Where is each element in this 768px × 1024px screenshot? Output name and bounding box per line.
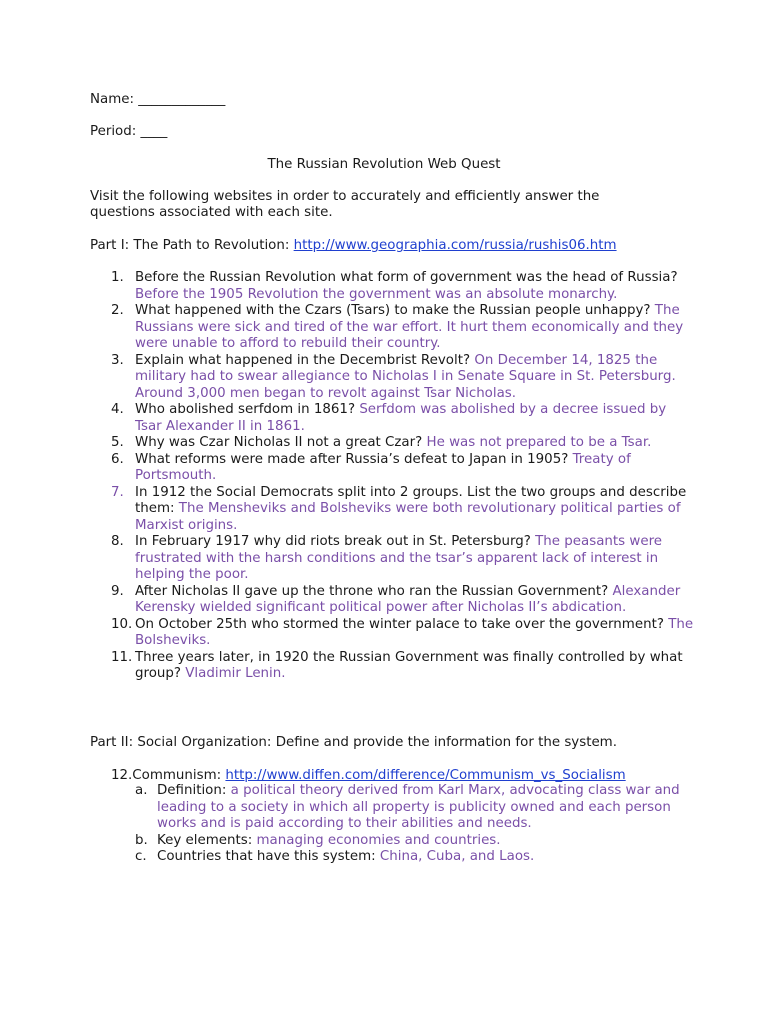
question-number: 11. [111, 649, 133, 665]
question-item [0, 270, 695, 303]
question-text: Before the Russian Revolution what form of government was the head of Russia? [135, 270, 678, 285]
q12-label: Communism: [132, 768, 226, 783]
question-item [0, 402, 695, 435]
part2-heading: Part II: Social Organization: Define and provide the information for the system. [90, 735, 617, 750]
page-title: The Russian Revolution Web Quest [267, 157, 501, 172]
question-text: On October 25th who stormed the winter palace to take over the government? [135, 616, 669, 632]
answer-text: Treaty of Portsmouth. [135, 451, 631, 483]
period-field-label: Period: ____ [90, 124, 168, 139]
question-text: Why was Czar Nicholas II not a great Czar? [135, 435, 427, 450]
question-item [0, 650, 695, 683]
answer-text: Vladimir Lenin. [185, 666, 286, 681]
question-number: 4. [111, 402, 124, 417]
question-item [0, 534, 695, 584]
answer-text: The peasants were frustrated with the harsh conditions and the tsar’s apparent lack of interest in helping the poor. [135, 534, 663, 582]
question-item [0, 452, 695, 485]
part1-link[interactable]: http://www.geographia.com/russia/rushis06.htm [293, 238, 617, 253]
question-text: After Nicholas II gave up the throne who ran the Russian Government? [135, 583, 613, 599]
question-text: Three years later, in 1920 the Russian Government was finally controlled by what group? [135, 649, 683, 681]
sub-answer: China, Cuba, and Laos. [379, 849, 535, 864]
sub-letter: a. [135, 783, 148, 798]
part1-label: Part I: The Path to Revolution: [90, 238, 294, 253]
answer-text: The Bolsheviks. [135, 616, 694, 648]
question-text: What reforms were made after Russia’s defeat to Japan in 1905? [135, 451, 573, 467]
question-number: 6. [111, 451, 124, 467]
question-item [0, 617, 695, 650]
sub-question: Definition: [157, 783, 231, 798]
question-text: Explain what happened in the Decembrist Revolt? [135, 352, 475, 368]
sub-letter: c. [135, 849, 147, 864]
sub-answer: a political theory derived from Karl Marx, advocating class war and leading to a society in which all property is publicity owned and each person works and is paid according to their abilities and needs. [157, 783, 680, 831]
question-number: 3. [111, 352, 124, 368]
question-text: In February 1917 why did riots break out in St. Petersburg? [135, 534, 536, 549]
question-text: What happened with the Czars (Tsars) to make the Russian people unhappy? [135, 303, 655, 318]
question-item [0, 435, 695, 452]
question-list [0, 270, 695, 683]
sub-item [0, 783, 697, 833]
question-number: 7. [111, 484, 124, 500]
question-item [0, 303, 695, 353]
sub-question: Key elements: [157, 832, 257, 848]
answer-text: Alexander Kerensky wielded significant political power after Nicholas II’s abdication. [135, 583, 681, 615]
sub-letter: b. [135, 832, 148, 848]
answer-text: The Russians were sick and tired of the war effort. It hurt them economically and they were unable to afford to rebuild their country. [135, 303, 684, 351]
answer-text: The Mensheviks and Bolsheviks were both revolutionary political parties of Marxist origins. [135, 501, 681, 533]
sub-item [0, 849, 697, 866]
intro-line-1: Visit the following websites in order to accurately and efficiently answer the [90, 189, 600, 204]
sub-question: Countries that have this system: [157, 849, 380, 864]
question-number: 9. [111, 583, 124, 599]
question-text: Who abolished serfdom in 1861? [135, 402, 360, 417]
question-number: 8. [111, 534, 124, 549]
sub-item [0, 833, 697, 850]
question-number: 5. [111, 435, 124, 450]
question-number: 1. [111, 270, 124, 285]
question-number: 10. [111, 616, 133, 632]
question-number: 2. [111, 303, 124, 318]
question-item [0, 584, 695, 617]
answer-text: On December 14, 1825 the military had to swear allegiance to Nicholas I in Senate Square in St. Petersburg. Around 3,000 men began to revolt against Tsar Nicholas. [135, 352, 676, 401]
question-item [0, 485, 695, 535]
intro-line-2: questions associated with each site. [90, 205, 333, 220]
question-number: 12. [111, 768, 133, 783]
answer-text: Serfdom was abolished by a decree issued by Tsar Alexander II in 1861. [135, 402, 667, 434]
q12-link[interactable]: http://www.diffen.com/difference/Communism_vs_Socialism [225, 768, 626, 783]
name-field-label: Name: _____________ [90, 92, 226, 107]
part1-heading [90, 238, 617, 255]
answer-text: He was not prepared to be a Tsar. [426, 435, 652, 450]
sub-answer: managing economies and countries. [256, 832, 501, 848]
question-text: In 1912 the Social Democrats split into 2 groups. List the two groups and describe them: [135, 484, 687, 516]
question-item [0, 353, 695, 403]
q12-sub-list [0, 783, 697, 866]
answer-text: Before the 1905 Revolution the government was an absolute monarchy. [135, 286, 618, 302]
